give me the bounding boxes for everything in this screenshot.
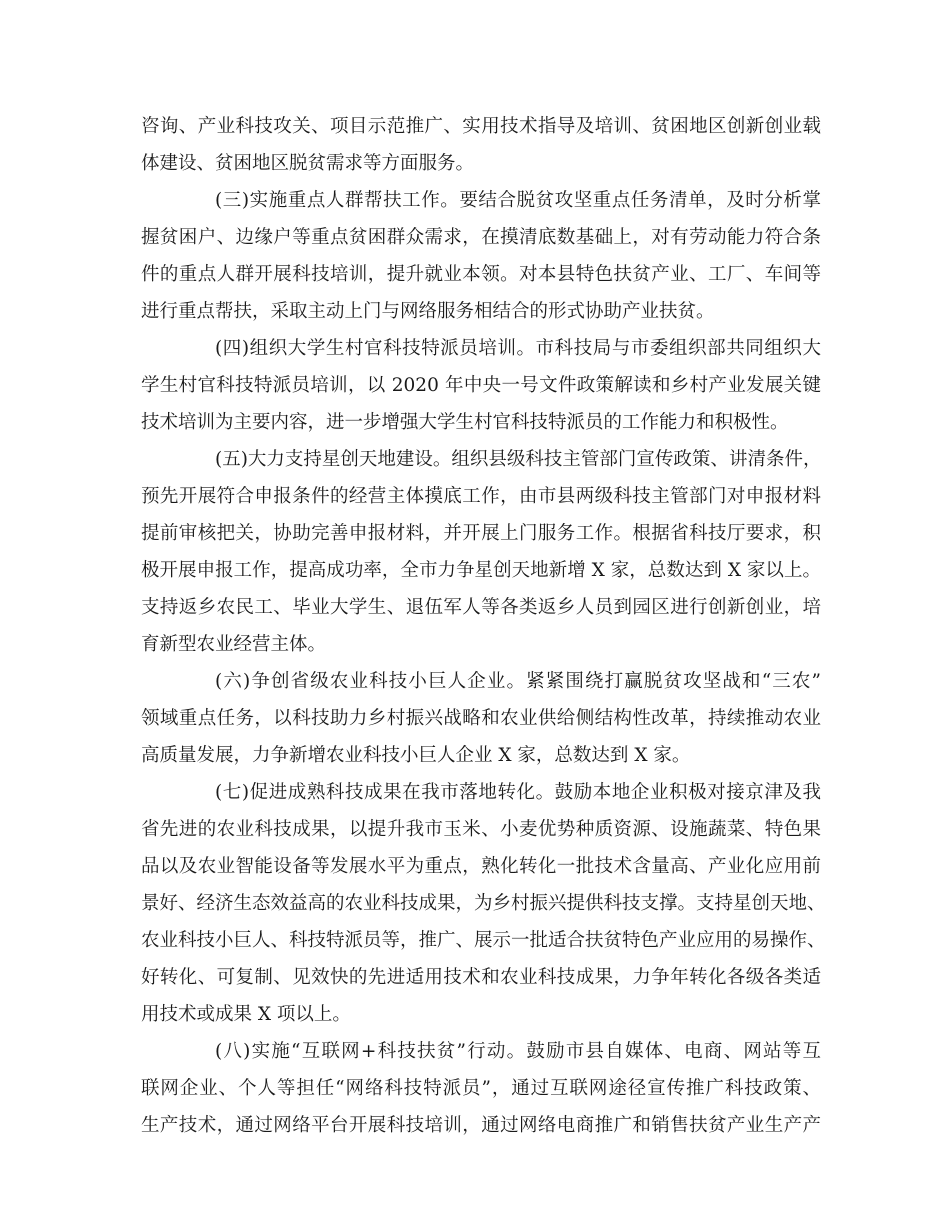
text-line: 省先进的农业科技成果，以提升我市玉米、小麦优势种质资源、设施蔬菜、特色果: [141, 819, 821, 840]
text-line: 好转化、可复制、见效快的先进适用技术和农业科技成果，力争年转化各级各类适: [141, 967, 821, 988]
text-line: 进行重点帮扶，采取主动上门与网络服务相结合的形式协助产业扶贫。: [141, 301, 715, 322]
text-line: 支持返乡农民工、毕业大学生、退伍军人等各类返乡人员到园区进行创新创业，培: [141, 597, 821, 618]
text-line: 提前审核把关，协助完善申报材料，并开展上门服务工作。根据省科技厅要求，积: [141, 523, 821, 544]
text-line: 学生村官科技特派员培训，以 2020 年中央一号文件政策解读和乡村产业发展关键: [141, 375, 821, 396]
text-line: 品以及农业智能设备等发展水平为重点，熟化转化一批技术含量高、产业化应用前: [141, 856, 821, 877]
text-line: 技术培训为主要内容，进一步增强大学生村官科技特派员的工作能力和积极性。: [141, 412, 789, 433]
text-line: 景好、经济生态效益高的农业科技成果，为乡村振兴提供科技支撑。支持星创天地、: [141, 893, 826, 914]
text-line: 农业科技小巨人、科技特派员等，推广、展示一批适合扶贫特色产业应用的易操作、: [141, 930, 826, 951]
paragraph-heading-line: (八)实施“互联网+科技扶贫”行动。鼓励市县自媒体、电商、网站等互: [215, 1041, 821, 1062]
text-line: 体建设、贫困地区脱贫需求等方面服务。: [141, 153, 475, 174]
paragraph-heading-line: (三)实施重点人群帮扶工作。要结合脱贫攻坚重点任务清单，及时分析掌: [215, 190, 821, 211]
text-line: 预先开展符合申报条件的经营主体摸底工作，由市县两级科技主管部门对申报材料: [141, 486, 821, 507]
paragraph-heading-line: (六)争创省级农业科技小巨人企业。紧紧围绕打赢脱贫攻坚战和“三农”: [215, 671, 821, 692]
text-line: 极开展申报工作，提高成功率，全市力争星创天地新增 X 家，总数达到 X 家以上。: [141, 560, 821, 581]
text-line: 高质量发展，力争新增农业科技小巨人企业 X 家，总数达到 X 家。: [141, 745, 691, 766]
text-line: 生产技术，通过网络平台开展科技培训，通过网络电商推广和销售扶贫产业生产产: [141, 1115, 821, 1136]
text-line: 育新型农业经营主体。: [141, 634, 327, 655]
text-line: 用技术或成果 X 项以上。: [141, 1004, 351, 1025]
text-line: 联网企业、个人等担任“网络科技特派员”，通过互联网途径宣传推广科技政策、: [141, 1078, 821, 1099]
text-line: 领域重点任务，以科技助力乡村振兴战略和农业供给侧结构性改革，持续推动农业: [141, 708, 821, 729]
paragraph-heading-line: (四)组织大学生村官科技特派员培训。市科技局与市委组织部共同组织大: [215, 338, 821, 359]
paragraph-heading-line: (五)大力支持星创天地建设。组织县级科技主管部门宣传政策、讲清条件，: [215, 449, 822, 470]
text-line: 件的重点人群开展科技培训，提升就业本领。对本县特色扶贫产业、工厂、车间等: [141, 264, 821, 285]
text-line: 握贫困户、边缘户等重点贫困群众需求，在摸清底数基础上，对有劳动能力符合条: [141, 227, 821, 248]
text-line: 咨询、产业科技攻关、项目示范推广、实用技术指导及培训、贫困地区创新创业载: [141, 116, 821, 137]
paragraph-heading-line: (七)促进成熟科技成果在我市落地转化。鼓励本地企业积极对接京津及我: [215, 782, 821, 803]
